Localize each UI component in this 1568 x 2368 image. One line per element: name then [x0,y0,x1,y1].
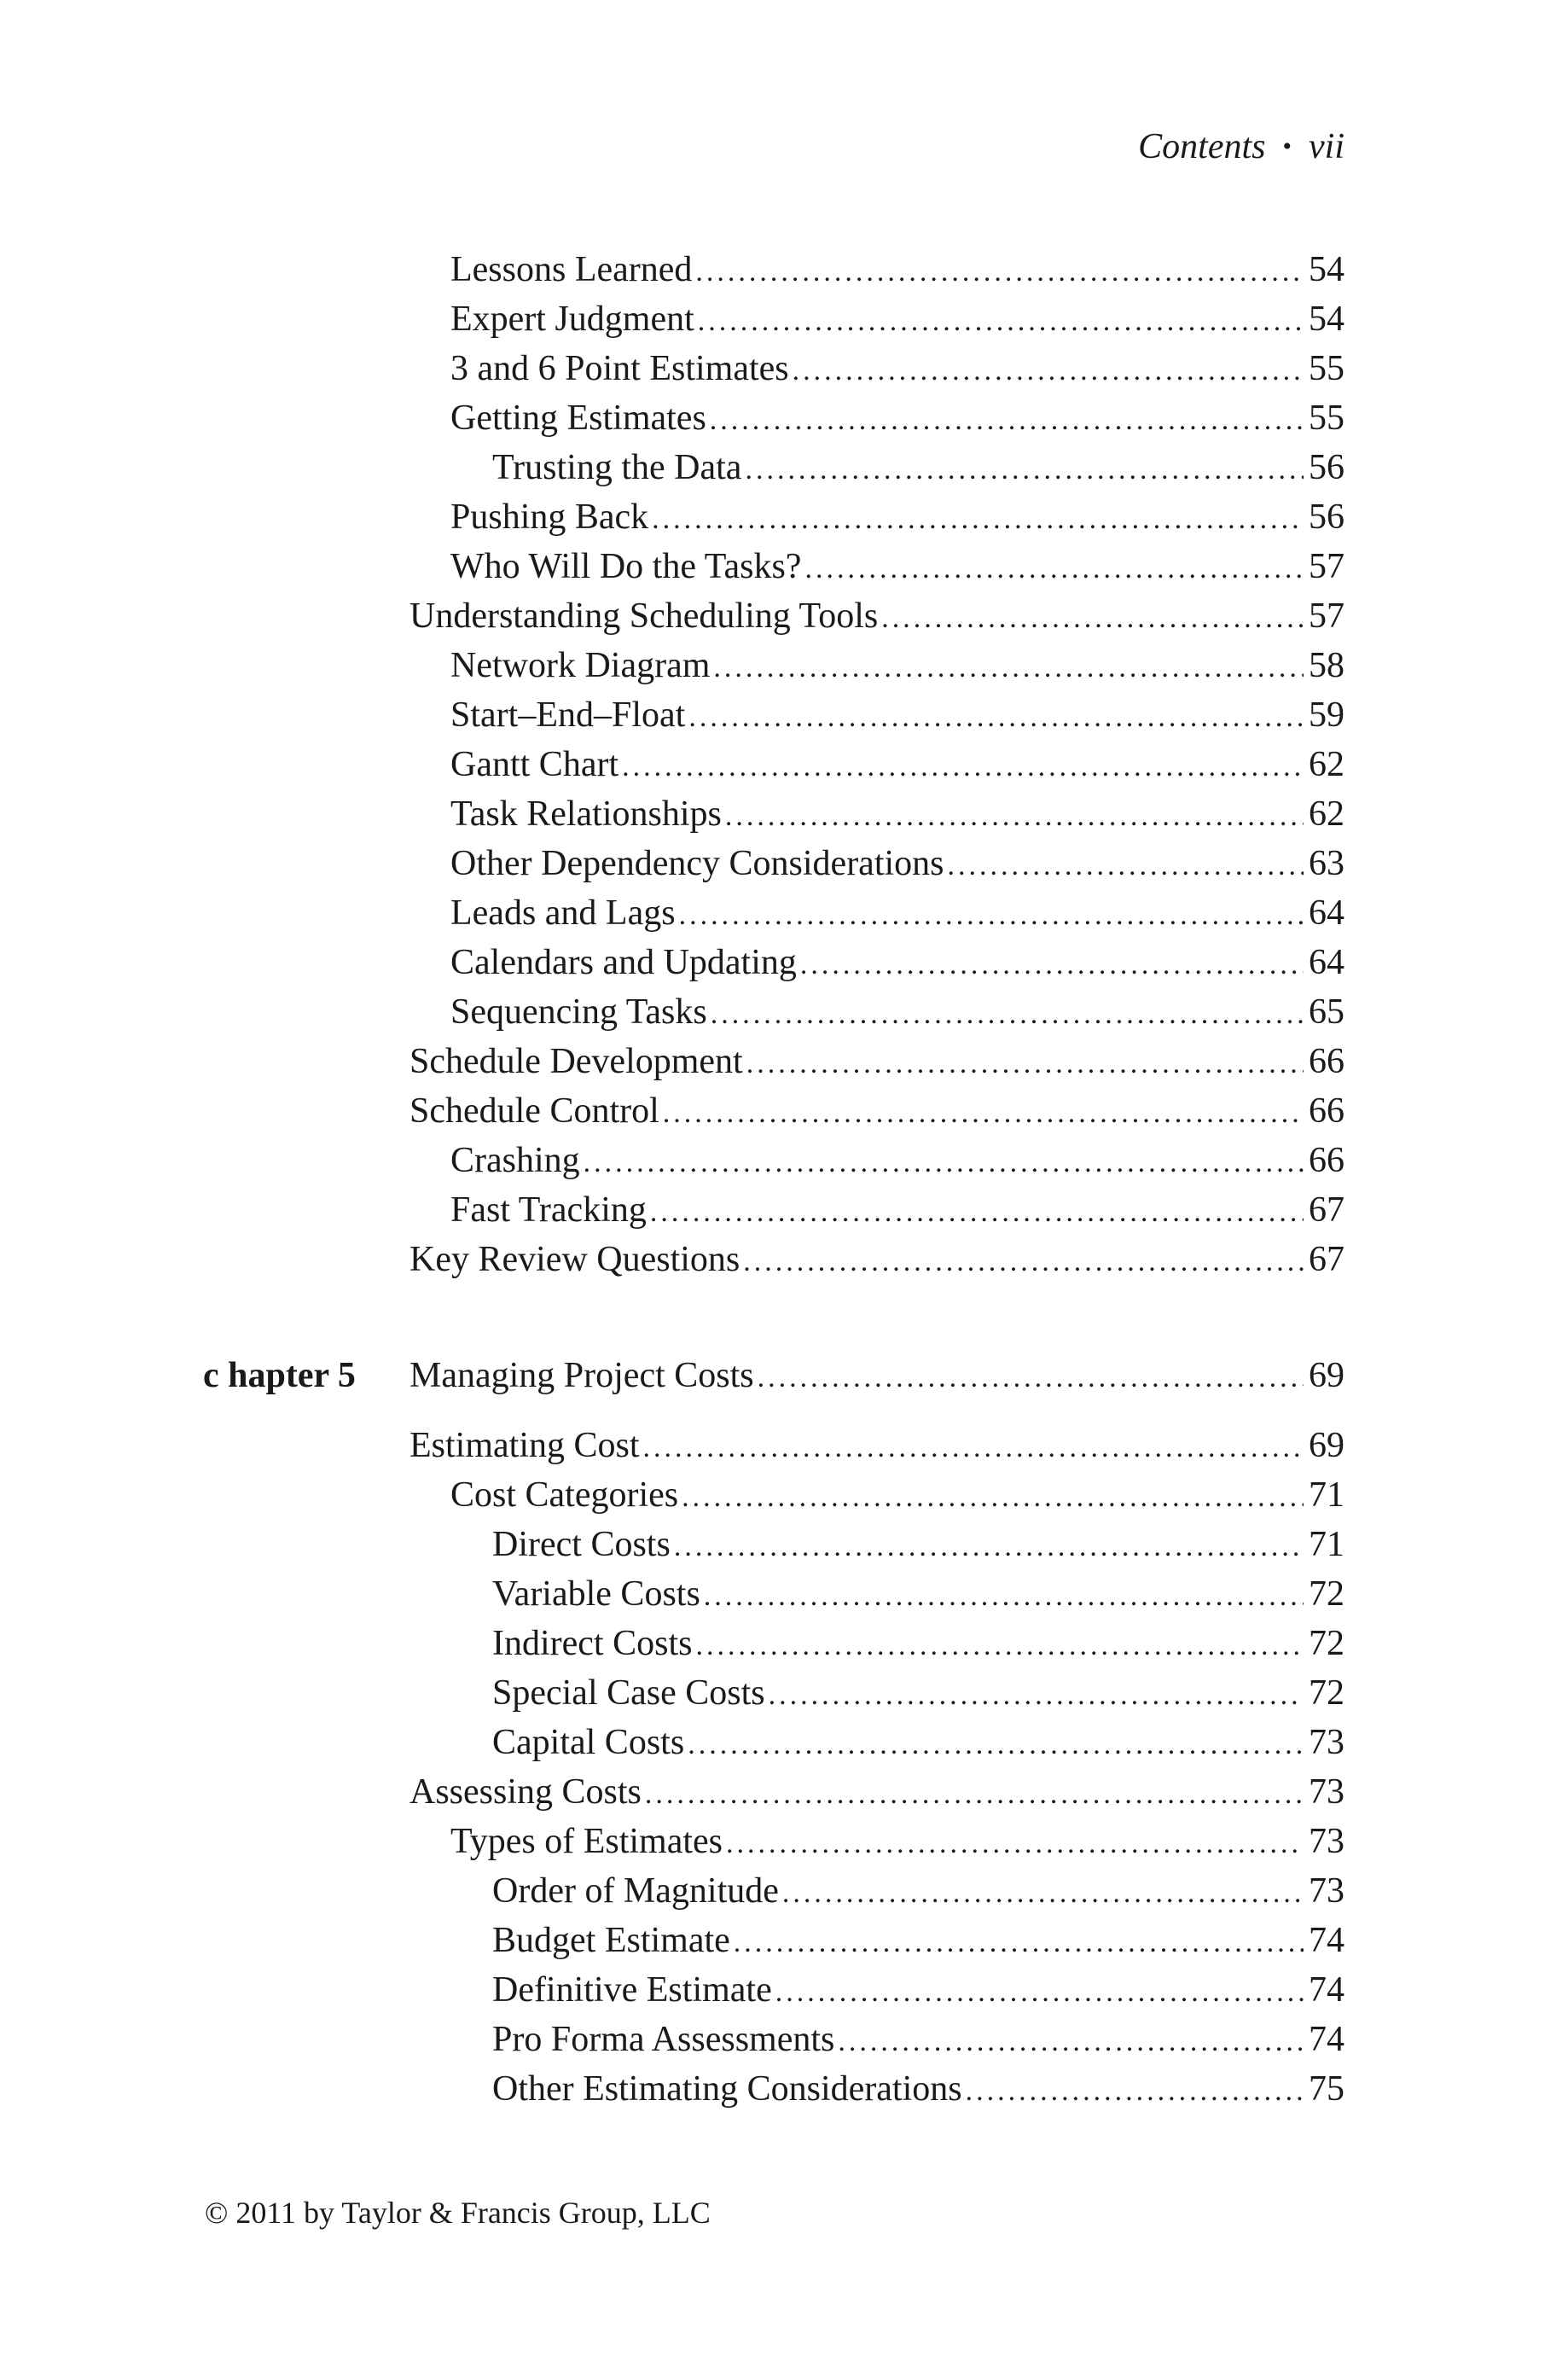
toc-entry-page: 57 [1309,547,1344,586]
toc-entry-title: Task Relationships [450,794,722,834]
running-head-section: Contents [1138,127,1266,166]
toc-dot-leader [663,1089,1304,1138]
toc-entry[interactable] [450,245,1344,294]
toc-entry-title: Start–End–Float [450,695,686,735]
toc-entry[interactable] [409,591,1344,641]
toc-entry-title: Schedule Control [409,1091,659,1131]
toc-entry-title: Who Will Do the Tasks? [450,547,802,586]
toc-entry-page: 65 [1309,992,1344,1032]
toc-entry[interactable] [450,542,1344,591]
toc-entry-page: 72 [1309,1673,1344,1713]
toc-entry-page: 73 [1309,1871,1344,1911]
toc-entry-title: Order of Magnitude [492,1871,779,1911]
toc-dot-leader [782,1869,1304,1918]
toc-entry-page: 66 [1309,1091,1344,1131]
toc-entry-title: Other Dependency Considerations [450,844,944,883]
toc-dot-leader [758,1353,1304,1403]
toc-entry-page: 72 [1309,1574,1344,1614]
toc-dot-leader [650,1188,1304,1237]
toc-entry-page: 64 [1309,943,1344,982]
toc-entry-page: 69 [1309,1426,1344,1465]
toc-entry-title: Estimating Cost [409,1426,640,1465]
toc-entry-page: 67 [1309,1240,1344,1279]
toc-dot-leader [743,1237,1304,1287]
toc-entry-page: 64 [1309,893,1344,933]
toc-entry[interactable] [409,1421,1344,1470]
toc-entry-title: 3 and 6 Point Estimates [450,349,789,388]
toc-entry-page: 62 [1309,794,1344,834]
toc-dot-leader [679,891,1304,940]
running-head-page-number: vii [1309,127,1344,166]
toc-dot-leader [688,693,1304,742]
toc-entry[interactable] [450,492,1344,542]
toc-entry-page: 58 [1309,646,1344,685]
toc-dot-leader [695,1621,1304,1671]
toc-entry-page: 74 [1309,1921,1344,1960]
toc-entry-page: 57 [1309,596,1344,636]
toc-entry[interactable] [450,1136,1344,1185]
toc-entry-page: 56 [1309,448,1344,487]
toc-entry-page: 73 [1309,1772,1344,1812]
toc-entry-title: Leads and Lags [450,893,676,933]
toc-entry[interactable] [450,987,1344,1037]
toc-entry-title: Pushing Back [450,497,649,537]
toc-entry[interactable] [492,443,1344,492]
toc-entry-title: Key Review Questions [409,1240,740,1279]
toc-entry-title: Calendars and Updating [450,943,797,982]
toc-entry-title: Variable Costs [492,1574,700,1614]
toc-dot-leader [695,247,1304,297]
toc-entry-page: 55 [1309,349,1344,388]
toc-entry-page: 72 [1309,1624,1344,1663]
toc-dot-leader [734,1918,1304,1968]
toc-entry-title: Assessing Costs [409,1772,642,1812]
toc-entry[interactable] [450,294,1344,344]
toc-entry-title: Special Case Costs [492,1673,765,1713]
chapter-label: c hapter 5 [203,1356,356,1395]
toc-entry[interactable] [492,1619,1344,1668]
toc-entry[interactable] [409,1235,1344,1284]
toc-entry[interactable] [492,1520,1344,1569]
toc-entry[interactable] [492,2064,1344,2114]
toc-entry[interactable] [492,2015,1344,2064]
toc-entry-title: Understanding Scheduling Tools [409,596,879,636]
toc-dot-leader [645,1770,1304,1819]
toc-dot-leader [793,346,1304,396]
toc-dot-leader [710,396,1304,445]
toc-dot-leader [804,544,1304,594]
toc-entry-page: 75 [1309,2069,1344,2109]
toc-entry-title: Types of Estimates [450,1822,723,1861]
toc-entry[interactable] [492,1916,1344,1965]
toc-entry-page: 66 [1309,1042,1344,1081]
toc-entry-page: 71 [1309,1475,1344,1515]
toc-dot-leader [643,1423,1304,1473]
toc-dot-leader [838,2017,1304,2067]
toc-entry-title: Direct Costs [492,1525,671,1564]
toc-dot-leader [800,940,1304,990]
toc-entry[interactable] [492,1668,1344,1718]
toc-entry-title: Cost Categories [450,1475,679,1515]
toc-chapter-title: Managing Project Costs [409,1356,754,1395]
toc-entry-title: Trusting the Data [492,448,742,487]
toc-entry-title: Budget Estimate [492,1921,730,1960]
toc-entry[interactable] [492,1866,1344,1916]
toc-entry[interactable] [450,1185,1344,1235]
toc-entry[interactable] [450,690,1344,740]
toc-entry-page: 73 [1309,1723,1344,1762]
toc-entry-page: 62 [1309,745,1344,784]
toc-entry-page: 63 [1309,844,1344,883]
toc-entry-page: 74 [1309,1970,1344,2010]
toc-dot-leader [881,594,1304,643]
toc-dot-leader [688,1720,1304,1770]
toc-entry[interactable] [409,1086,1344,1136]
toc-dot-leader [745,445,1304,495]
toc-chapter-entry[interactable] [409,1351,1344,1400]
toc-dot-leader [769,1671,1304,1720]
toc-entry-title: Getting Estimates [450,399,706,438]
copyright-notice: © 2011 by Taylor & Francis Group, LLC [205,2196,711,2230]
toc-entry-title: Definitive Estimate [492,1970,772,2010]
toc-entry[interactable] [450,740,1344,789]
toc-entry[interactable] [492,1965,1344,2015]
running-head [1138,126,1344,167]
toc-dot-leader [682,1473,1304,1522]
toc-entry[interactable] [409,1767,1344,1817]
toc-entry[interactable] [450,1470,1344,1520]
toc-entry[interactable] [492,1569,1344,1619]
toc-entry[interactable] [450,888,1344,938]
toc-entry-page: 71 [1309,1525,1344,1564]
toc-entry-title: Network Diagram [450,646,711,685]
toc-entry[interactable] [450,393,1344,443]
toc-dot-leader [966,2067,1304,2116]
toc-dot-leader [584,1138,1304,1188]
running-head-bullet: • [1282,132,1292,160]
toc-entry[interactable] [450,789,1344,839]
toc-entry-page: 67 [1309,1190,1344,1230]
toc-dot-leader [652,495,1304,544]
toc-entry-title: Fast Tracking [450,1190,647,1230]
toc-entry-title: Expert Judgment [450,300,694,339]
toc-entry-page: 56 [1309,497,1344,537]
toc-dot-leader [622,742,1304,792]
toc-entry-title: Sequencing Tasks [450,992,707,1032]
toc-entry[interactable] [492,1718,1344,1767]
toc-dot-leader [704,1572,1304,1621]
toc-entry-title: Lessons Learned [450,250,693,289]
toc-chapter-page: 69 [1309,1356,1344,1395]
toc-dot-leader [948,841,1304,891]
toc-entry-title: Crashing [450,1141,580,1180]
toc-dot-leader [775,1968,1304,2017]
toc-entry-title: Schedule Development [409,1042,743,1081]
toc-dot-leader [711,990,1304,1039]
toc-entry[interactable] [450,938,1344,987]
toc-entry[interactable] [450,641,1344,690]
toc-entry-page: 74 [1309,2020,1344,2059]
toc-dot-leader [746,1039,1304,1089]
toc-dot-leader [725,792,1304,841]
toc-entry[interactable] [450,1817,1344,1866]
toc-entry-page: 59 [1309,695,1344,735]
toc-entry[interactable] [450,839,1344,888]
toc-entry-title: Capital Costs [492,1723,685,1762]
toc-entry[interactable] [450,344,1344,393]
toc-entry[interactable] [409,1037,1344,1086]
toc-entry-title: Pro Forma Assessments [492,2020,835,2059]
toc-dot-leader [674,1522,1304,1572]
toc-dot-leader [713,643,1304,693]
toc-entry-title: Gantt Chart [450,745,619,784]
toc-entry-page: 55 [1309,399,1344,438]
toc-entry-page: 54 [1309,250,1344,289]
toc-entry-page: 54 [1309,300,1344,339]
toc-dot-leader [698,297,1304,346]
toc-entry-page: 73 [1309,1822,1344,1861]
toc-entry-title: Indirect Costs [492,1624,693,1663]
toc-entry-title: Other Estimating Considerations [492,2069,962,2109]
toc-entry-page: 66 [1309,1141,1344,1180]
toc-dot-leader [726,1819,1304,1869]
